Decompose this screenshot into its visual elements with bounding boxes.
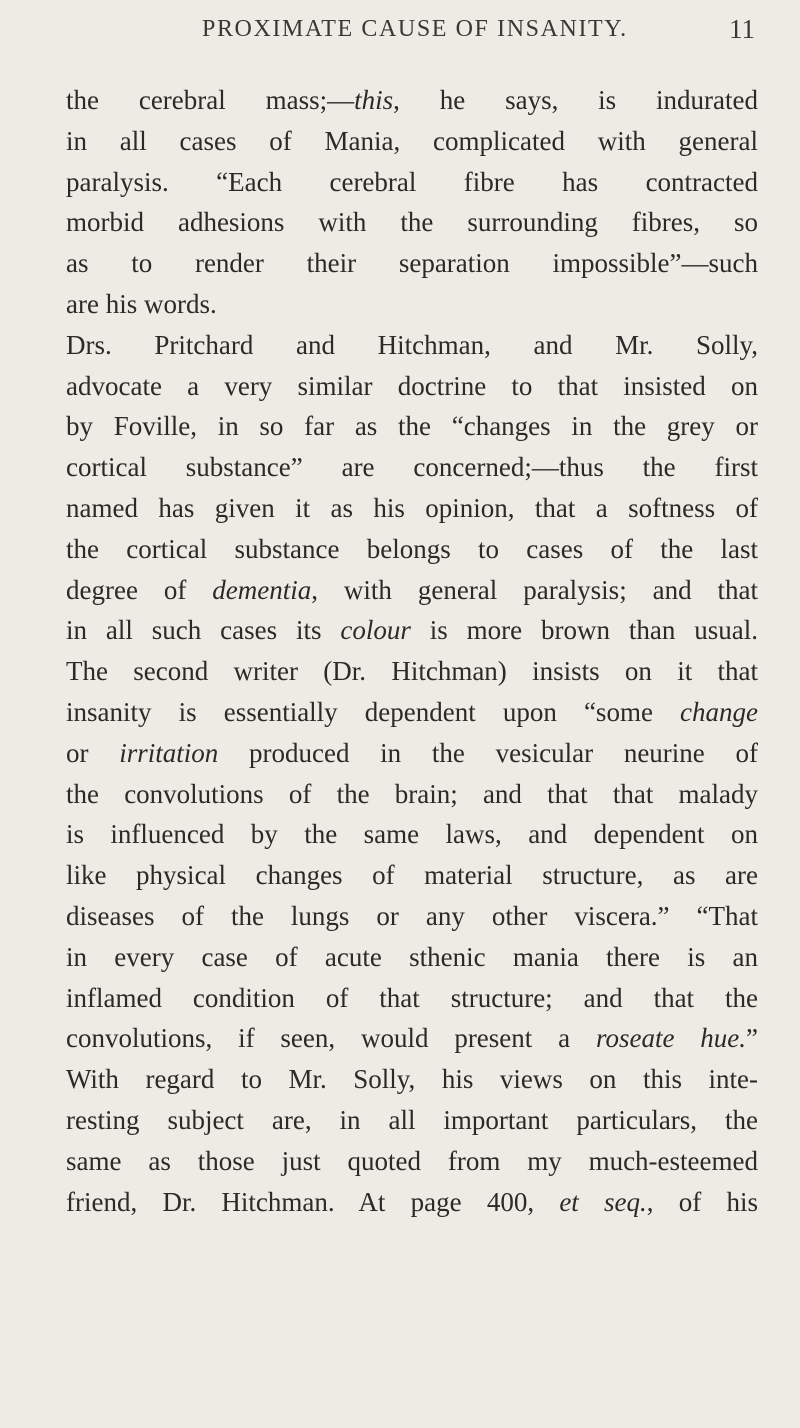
italic-text: this: [354, 85, 394, 115]
text-line: [66, 651, 758, 692]
text-segment: convolutions, if seen, would present a: [66, 1023, 596, 1054]
text-line: [66, 325, 758, 366]
text-line: [66, 529, 758, 570]
text-segment: ”: [746, 1023, 758, 1054]
text-segment: diseases of the lungs or any other viscera.” “That: [66, 900, 758, 931]
running-head-title: PROXIMATE CAUSE OF INSANITY.: [202, 16, 628, 42]
text-segment: in all cases of Mania, complicated with general: [66, 125, 758, 156]
text-segment: advocate a very similar doctrine to that insisted on: [66, 370, 758, 401]
text-segment: produced in the vesicular neurine of: [218, 737, 758, 768]
text-line: [66, 814, 758, 855]
text-line: [66, 570, 758, 611]
text-segment: inflamed condition of that structure; and that the: [66, 982, 758, 1013]
text-line: [66, 447, 758, 488]
text-segment: the convolutions of the brain; and that that malady: [66, 778, 758, 809]
italic-text: irritation: [119, 737, 219, 768]
text-line: [66, 978, 758, 1019]
text-segment: With regard to Mr. Solly, his views on this inte-: [66, 1064, 758, 1095]
text-segment: friend, Dr. Hitchman. At page 400,: [66, 1186, 560, 1217]
text-segment: as to render their separation impossible”—such: [66, 248, 758, 279]
text-line: [66, 406, 758, 447]
text-segment: Drs. Pritchard and Hitchman, and Mr. Solly,: [66, 329, 758, 360]
text-line: [66, 243, 758, 284]
text-segment: in all such cases its: [66, 615, 341, 646]
text-segment: , of his: [646, 1186, 758, 1217]
italic-text: et seq.: [559, 1186, 647, 1217]
text-line: [66, 1141, 758, 1182]
text-segment: morbid adhesions with the surrounding fibres, so: [66, 207, 758, 238]
text-segment: , he says, is indurated: [393, 85, 759, 115]
text-segment: are his words.: [66, 288, 217, 319]
text-line: [66, 733, 758, 774]
text-line: [66, 1100, 758, 1141]
text-line: [66, 610, 758, 651]
italic-text: roseate hue.: [595, 1023, 747, 1054]
text-segment: in every case of acute sthenic mania there is an: [66, 941, 758, 972]
text-segment: paralysis. “Each cerebral fibre has contracted: [66, 166, 758, 197]
text-segment: is more brown than usual.: [410, 615, 758, 646]
text-line: [66, 896, 758, 937]
body-text: [66, 80, 758, 1222]
text-line: [66, 937, 758, 978]
text-segment: is influenced by the same laws, and dependent on: [66, 819, 758, 850]
text-segment: cortical substance” are concerned;—thus the first: [66, 452, 758, 483]
text-line: [66, 366, 758, 407]
text-segment: like physical changes of material structure, as are: [66, 860, 758, 891]
text-segment: degree of: [66, 574, 213, 605]
text-line: [66, 488, 758, 529]
text-line: [66, 162, 758, 203]
text-segment: the cerebral mass;—: [66, 85, 355, 115]
text-segment: by Foville, in so far as the “changes in the grey or: [66, 411, 758, 442]
text-line: [66, 284, 758, 325]
text-segment: insanity is essentially dependent upon “some: [66, 696, 681, 727]
text-line: [66, 1018, 758, 1059]
text-segment: named has given it as his opinion, that a softness of: [66, 492, 758, 523]
italic-text: dementia: [212, 574, 312, 605]
text-line: [66, 80, 758, 121]
text-line: [66, 1182, 758, 1223]
text-segment: or: [66, 737, 120, 768]
text-segment: same as those just quoted from my much-esteemed: [66, 1145, 758, 1176]
text-line: [66, 121, 758, 162]
text-segment: , with general paralysis; and that: [311, 574, 758, 605]
text-line: [66, 774, 758, 815]
text-line: [66, 1059, 758, 1100]
text-line: [66, 692, 758, 733]
italic-text: change: [680, 696, 758, 727]
text-segment: The second writer (Dr. Hitchman) insists on it that: [66, 656, 758, 687]
running-head: [0, 10, 800, 60]
text-segment: resting subject are, in all important particulars, the: [66, 1104, 758, 1135]
text-line: [66, 855, 758, 896]
italic-text: colour: [340, 615, 411, 646]
text-line: [66, 202, 758, 243]
page-number: 11: [729, 14, 755, 44]
text-segment: the cortical substance belongs to cases of the last: [66, 533, 758, 564]
